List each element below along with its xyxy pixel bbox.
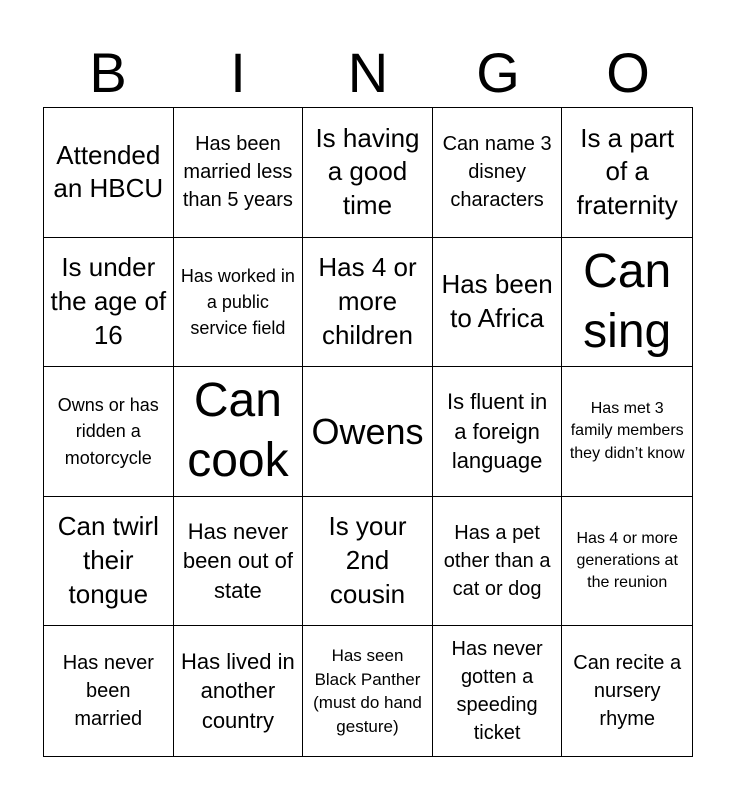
bingo-cell-text: Has never been married xyxy=(62,652,154,731)
bingo-cell-r1-c2[interactable] xyxy=(174,108,304,238)
bingo-cell-text: Can name 3 disney characters xyxy=(442,133,552,212)
bingo-cell-r3-c2[interactable] xyxy=(174,367,304,497)
bingo-cell-text: Has worked in a public service field xyxy=(180,265,295,338)
bingo-board xyxy=(43,107,693,757)
bingo-cell-r2-c4[interactable] xyxy=(433,238,563,368)
bingo-cell-r3-c5[interactable] xyxy=(562,367,692,497)
bingo-cell-r2-c5[interactable] xyxy=(562,238,692,368)
header-letter-g: G xyxy=(476,41,520,104)
header-letter-n: N xyxy=(347,41,389,104)
bingo-cell-r1-c5[interactable] xyxy=(562,108,692,238)
bingo-cell-r3-c4[interactable] xyxy=(433,367,563,497)
bingo-cell-r4-c3[interactable] xyxy=(303,497,433,627)
bingo-cell-r4-c5[interactable] xyxy=(562,497,692,627)
bingo-cell-text: Can sing xyxy=(583,244,672,358)
bingo-cell-text: Is under the age of 16 xyxy=(50,252,167,350)
bingo-cell-r5-c3[interactable] xyxy=(303,626,433,756)
bingo-cell-text: Has been married less than 5 years xyxy=(182,133,293,212)
bingo-cell-r2-c1[interactable] xyxy=(44,238,174,368)
bingo-header xyxy=(43,40,693,106)
bingo-cell-text: Has never gotten a speeding ticket xyxy=(451,638,543,745)
bingo-cell-r5-c1[interactable] xyxy=(44,626,174,756)
bingo-cell-text: Is your 2nd cousin xyxy=(328,511,407,609)
bingo-cell-r3-c1[interactable] xyxy=(44,367,174,497)
bingo-cell-text: Owens xyxy=(311,410,424,452)
bingo-cell-r5-c2[interactable] xyxy=(174,626,304,756)
bingo-cell-text: Owns or has ridden a motorcycle xyxy=(57,395,159,468)
bingo-cell-r4-c1[interactable] xyxy=(44,497,174,627)
bingo-cell-r5-c5[interactable] xyxy=(562,626,692,756)
bingo-cell-r2-c2[interactable] xyxy=(174,238,304,368)
header-letter-i: I xyxy=(230,41,246,104)
bingo-cell-text: Can recite a nursery rhyme xyxy=(573,652,682,731)
bingo-cell-text: Can cook xyxy=(187,374,289,488)
bingo-cell-text: Has 4 or more children xyxy=(318,252,417,350)
bingo-cell-text: Is having a good time xyxy=(315,122,420,221)
bingo-cell-r1-c3[interactable] xyxy=(303,108,433,238)
bingo-cell-r2-c3[interactable] xyxy=(303,238,433,368)
bingo-cell-text: Has 4 or more generations at the reunion xyxy=(576,529,678,592)
bingo-cell-text: Has lived in another country xyxy=(181,648,295,734)
bingo-cell-r3-c3-free[interactable] xyxy=(303,367,433,497)
bingo-cell-r5-c4[interactable] xyxy=(433,626,563,756)
bingo-cell-r1-c1[interactable] xyxy=(44,108,174,238)
bingo-cell-r1-c4[interactable] xyxy=(433,108,563,238)
bingo-cell-text: Has never been out of state xyxy=(182,518,293,603)
bingo-cell-text: Attended an HBCU xyxy=(53,139,164,204)
bingo-cell-r4-c2[interactable] xyxy=(174,497,304,627)
header-letter-o: O xyxy=(606,41,650,104)
bingo-cell-text: Has met 3 family members they didn’t know xyxy=(569,400,685,462)
bingo-cell-text: Can twirl their tongue xyxy=(57,511,159,609)
bingo-cell-text: Is fluent in a foreign language xyxy=(446,388,548,474)
bingo-cell-r4-c4[interactable] xyxy=(433,497,563,627)
bingo-cell-text: Has been to Africa xyxy=(441,269,553,333)
bingo-cell-text: Has seen Black Panther (must do hand gesture) xyxy=(313,646,422,736)
bingo-cell-text: Has a pet other than a cat or dog xyxy=(443,522,551,601)
bingo-cell-text: Is a part of a fraternity xyxy=(576,122,678,221)
header-letter-b: B xyxy=(89,41,127,104)
